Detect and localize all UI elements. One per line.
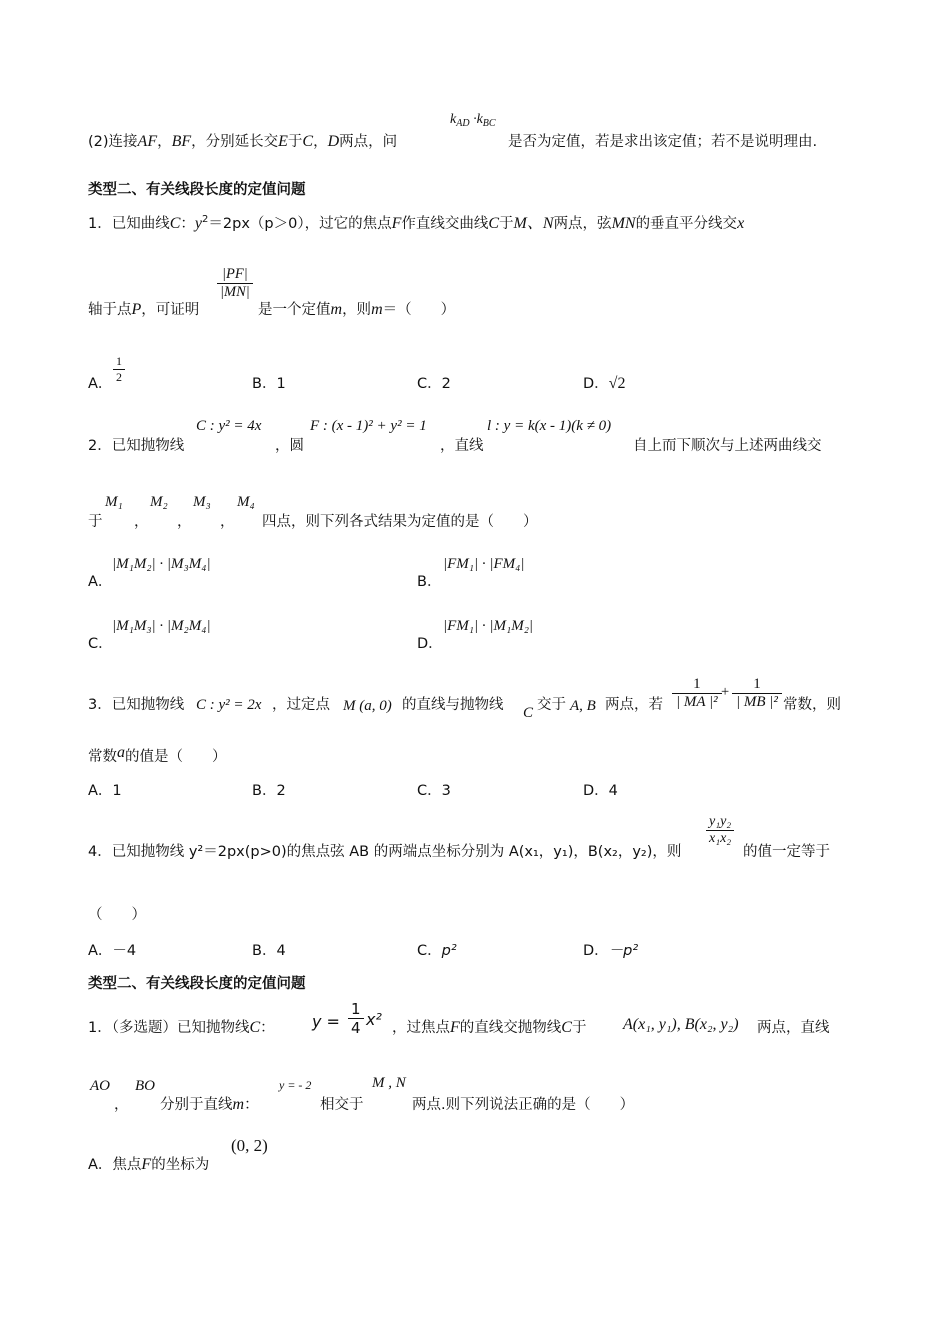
q3-frac-mb [732,676,782,711]
q2-option-d-expr: |FM₁| · |M₁M₂| [443,618,534,634]
math-f: F [391,215,402,232]
option-value: 2 [441,376,451,392]
q2-t3: 自上而下顺次与上述两曲线交 [633,438,822,454]
q2-option-c-expr: |M₁M₃| · |M₂M₄| [112,618,211,634]
math-c: C [302,133,314,150]
math-m: m [232,1096,245,1113]
option-value: 1 [276,376,286,392]
math-f: F [141,1156,152,1173]
q1-option-b [252,372,286,393]
q2-l2a: 于 [88,514,103,530]
q5-yline: y = - 2 [279,1078,312,1092]
math-c: C [561,1019,572,1036]
text: ，则 [342,302,372,318]
q1-line2-tail [258,298,455,319]
comma: ， [220,514,235,530]
text: .则下列说法正确的是（ ） [441,1097,635,1113]
text: 的坐标为 [151,1157,210,1173]
q4-tail: 的值一定等于 [743,844,830,860]
option-value: 1 [112,783,122,799]
point-m4: M₄ [237,494,255,510]
k1: k [450,112,457,127]
q5-option-a-value: (0, 2) [231,1136,268,1155]
q1-line1: 1．已知曲线C：$y^2=2px(p>0)$，过它的焦点F作直线交曲线C于M、N两点，弦MN的垂直平分线交x [88,214,745,232]
q3-frac-ma [672,676,722,711]
math-c: C [249,1019,261,1036]
text: 1．已知曲线 [88,216,170,232]
q-prev-end: 是否为定值，若是求出该定值；若不是说明理由. [508,134,818,150]
comma: ， [177,514,192,530]
option-value: －4 [112,943,137,959]
q5-points: A(x₁, y₁), B(x₂, y₂) [623,1016,739,1033]
text: 轴于点 [88,302,132,318]
option-value: p² [441,943,457,959]
q3-parabola: C : y² = 2x [196,697,262,713]
q5-t6: 相交于 [320,1097,364,1113]
option-value: √2 [608,375,626,392]
text: 是一个定值 [258,302,331,318]
math-bf: BF [171,133,192,150]
q2-option-d-label: D． [417,636,443,652]
q1-option-d [583,372,625,393]
denominator: 4 [348,1018,364,1037]
numerator: 1 [351,1000,361,1018]
q5-mn: M , N [372,1075,406,1091]
math-p: P [131,301,142,318]
q4-paren: （ ） [88,907,146,923]
text: 的垂直平分线交 [635,216,738,232]
math-f: F [450,1019,460,1036]
q3-option-a [88,779,122,800]
q1-option-a [88,372,112,393]
math-mn: MN [611,215,636,232]
text: ＝2px（p＞0），过它的焦点 [208,216,392,232]
point-m3: M₃ [193,494,211,510]
denominator: |MN| [217,283,253,301]
option-label: D． [583,943,609,959]
q3-option-d [583,779,618,800]
q2-circle: F : (x - 1)² + y² = 1 [310,418,427,434]
option-label: C． [417,943,442,959]
point-m2: M₂ [150,494,168,510]
q1-option-a-frac [113,354,125,385]
numerator: 1 [753,676,761,692]
q2-option-c-label: C． [88,636,113,652]
point-m1: M₁ [105,494,123,510]
text: 两点，弦 [553,216,612,232]
q5-t5 [160,1093,259,1114]
option-value: 4 [276,943,286,959]
q3-option-c [417,779,451,800]
q3-line2 [88,744,890,766]
q4-text: 4．已知抛物线 y²＝2px(p>0)的焦点弦 AB 的两端点坐标分别为 A(x₁，y₁)，B(x₂，y₂)，则 [88,844,682,860]
q3-c: C [523,705,534,721]
math-mn: M、N [513,215,554,232]
q2-t1: ，圆 [275,438,304,454]
option-label: D． [583,783,609,799]
fraction [217,266,253,301]
math-af: AF [137,133,158,150]
numerator: y₁y₂ [709,814,732,829]
math-a: a [117,744,125,761]
q3-t5: 常数，则 [783,697,841,713]
frac-pf-mn [217,266,253,301]
q4-option-d [583,939,638,960]
q5-eq-frac [348,1000,364,1037]
text: 1．（多选题）已知抛物线 [88,1020,250,1036]
q-prev-part2: (2)连接AF，BF，分别延长交E于C，D两点，问 [88,133,398,150]
comma: ， [134,514,149,530]
numerator: |PF| [222,266,248,282]
expr-kad-kbc: $k_{AD} \cdot k_{BC}$ [450,112,496,129]
text: ，可证明 [141,302,200,318]
text: 的值是（ ） [125,749,227,765]
section-heading-1: 类型二、有关线段长度的定值问题 [88,182,306,198]
denominator: | MB |² [732,693,782,711]
text: 两点 [412,1097,441,1113]
q3-option-b [252,779,286,800]
text: 于 [287,134,303,150]
math-m: m [330,301,343,318]
option-label: B． [252,783,277,799]
option-value: 3 [441,783,451,799]
q2-option-a-expr: |M₁M₂| · |M₃M₄| [112,556,211,572]
option-value: －p² [608,943,639,959]
q2-line: l : y = k(x - 1)(k ≠ 0) [487,418,612,434]
text: 于 [571,1020,587,1036]
q2-option-a-label: A． [88,574,113,590]
q3-t3: 交于 [537,697,566,713]
text: 的直线交抛物线 [459,1020,562,1036]
text: ： [260,1020,275,1036]
option-label: B． [252,943,277,959]
option-label: B． [252,376,277,392]
q2-t2: ，直线 [440,438,484,454]
q3-t2: 的直线与抛物线 [402,697,504,713]
q1-line2 [88,298,890,319]
q5-t4: 两点，直线 [757,1020,830,1036]
q2-parabola: C : y² = 4x [196,418,262,434]
sub-bc: BC [482,118,496,129]
math-c: C [488,215,500,232]
q5-comma: ， [114,1097,129,1113]
q5-bo: BO [135,1078,155,1094]
denominator: 2 [113,369,125,385]
text: ，过焦点 [392,1020,450,1036]
section-heading-2: 类型二、有关线段长度的定值问题 [88,976,306,992]
q4-option-c [417,939,457,960]
text: ，分别延长交 [191,134,279,150]
text: 分别于直线 [160,1097,233,1113]
text: ＝（ ） [382,302,456,318]
text: 两点，问 [339,134,398,150]
k2: k [476,112,483,127]
option-value: 4 [608,783,618,799]
text: 作直线交曲线 [401,216,489,232]
math-c: C [169,215,181,232]
math-m: m [371,301,383,318]
math-e: E [278,133,288,150]
math-x: x [737,215,745,232]
option-label: A． [88,943,113,959]
denominator: x₁x₂ [706,830,734,847]
plus-sign: + [721,684,730,700]
q1-option-c [417,372,451,393]
q5-num [88,1016,275,1037]
q3-point: M (a, 0) [343,698,392,714]
q5-eq-lhs: y = [312,1012,340,1031]
option-label: C． [417,376,442,392]
q3-ab: A, B [570,698,596,714]
q5-t7 [412,1093,634,1114]
option-label: D． [583,376,609,392]
q2-num: 2．已知抛物线 [88,438,185,454]
option-value: 2 [276,783,286,799]
option-label: C． [417,783,442,799]
option-label: A．焦点 [88,1157,142,1173]
q5-option-a [88,1153,209,1174]
math-d: D [327,133,340,150]
math-y: y [194,215,203,232]
numerator: 1 [693,676,701,692]
option-label: A． [88,783,113,799]
q4-option-b [252,939,286,960]
text: ： [244,1097,259,1113]
q3-t1: ，过定点 [272,697,330,713]
text: 于 [499,216,514,232]
q4-option-a [88,939,136,960]
q3-num: 3．已知抛物线 [88,697,185,713]
q5-ao: AO [90,1078,110,1094]
q3-t4: 两点，若 [605,697,663,713]
sub-ad: AD [456,118,470,129]
q2-option-b-expr: |FM₁| · |FM₄| [443,556,525,572]
q5-line1-mid [392,1016,586,1037]
q2-l2b: 四点，则下列各式结果为定值的是（ ） [262,514,538,530]
text: 常数 [88,749,117,765]
q5-eq-rhs: x² [366,1010,382,1029]
denominator: | MA |² [672,693,722,711]
numerator: 1 [116,354,122,368]
q2-option-b-label: B． [417,574,442,590]
option-label: A． [88,376,113,392]
part2-prefix: (2)连接 [88,134,138,150]
q4-frac [706,814,734,847]
